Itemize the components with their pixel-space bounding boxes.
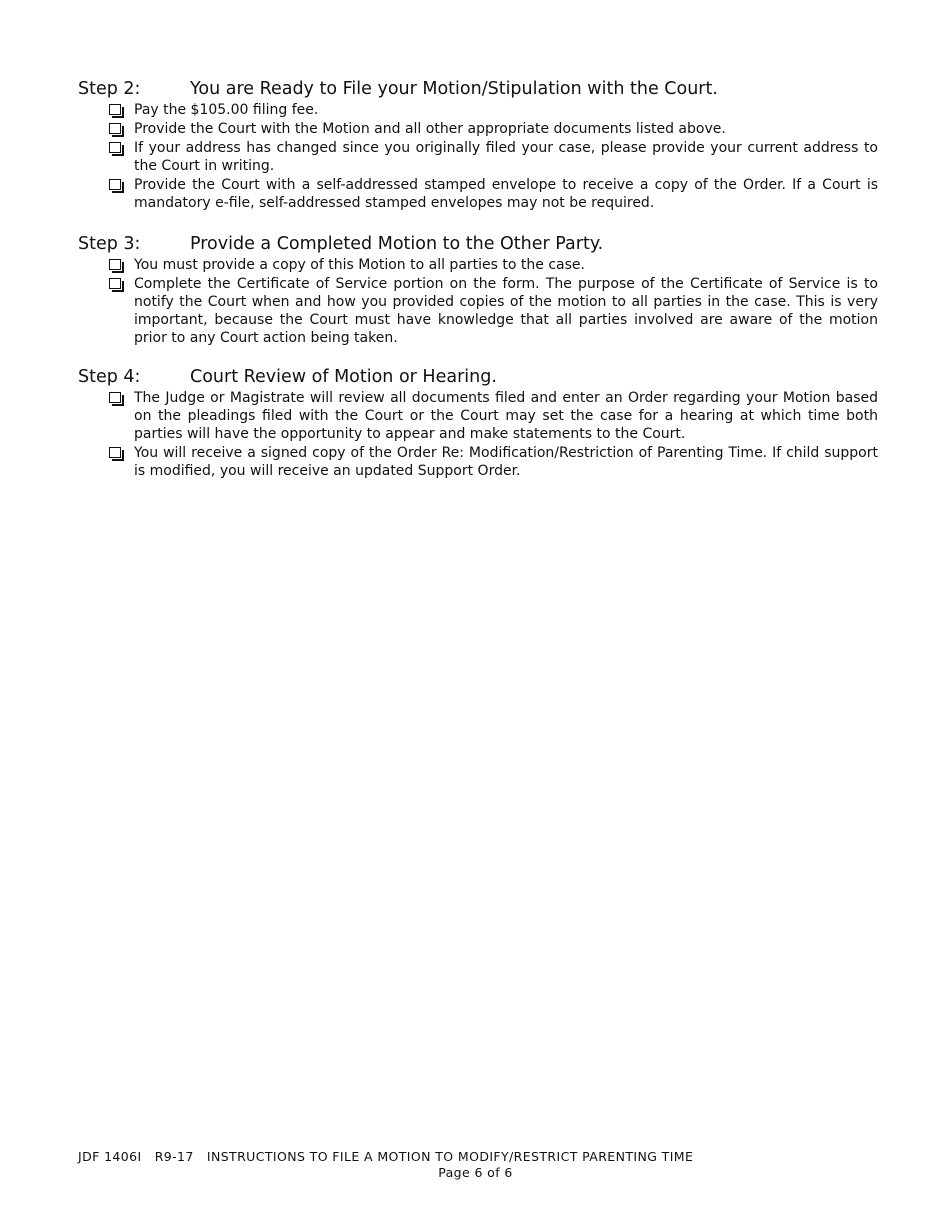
step-heading (78, 78, 878, 100)
checkbox-icon (109, 142, 121, 153)
step-3-section (78, 233, 878, 347)
checkbox-icon (109, 392, 121, 403)
step-2-section (78, 78, 878, 212)
checklist (78, 101, 878, 212)
step-title: Court Review of Motion or Hearing. (190, 367, 497, 387)
item-text: The Judge or Magistrate will review all documents filed and enter an Order regarding your Motion based on the pleadings filed with the Court or the Court may set the case for a hearing at which time both parties will have the opportunity to appear and make statements to the Court. (134, 390, 878, 442)
step-heading (78, 366, 878, 388)
step-heading (78, 233, 878, 255)
item-text: Provide the Court with the Motion and all other appropriate documents listed above. (134, 121, 726, 137)
checklist-item (78, 275, 878, 347)
step-label: Step 4: (78, 367, 141, 387)
checklist-item (78, 444, 878, 480)
checklist (78, 389, 878, 480)
checklist-item (78, 139, 878, 175)
item-text: You will receive a signed copy of the Order Re: Modification/Restriction of Parenting Time. If child support is modified, you will receive an updated Support Order. (134, 445, 878, 479)
checklist-item (78, 256, 878, 274)
page-number: Page 6 of 6 (438, 1165, 513, 1180)
item-text: Provide the Court with a self-addressed stamped envelope to receive a copy of the Order. If a Court is mandatory e-file, self-addressed stamped envelopes may not be required. (134, 177, 878, 211)
step-title: You are Ready to File your Motion/Stipulation with the Court. (190, 79, 718, 99)
checkbox-icon (109, 123, 121, 134)
checkbox-icon (109, 259, 121, 270)
step-label: Step 2: (78, 79, 141, 99)
item-text: Complete the Certificate of Service portion on the form. The purpose of the Certificate of Service is to notify the Court when and how you provided copies of the motion to all parties in the case. This is very important, because the Court must have knowledge that all parties involved are aware of the motion prior to any Court action being taken. (134, 276, 878, 346)
step-label: Step 3: (78, 234, 141, 254)
item-text: You must provide a copy of this Motion to all parties to the case. (134, 257, 585, 273)
step-title: Provide a Completed Motion to the Other Party. (190, 234, 604, 254)
checkbox-icon (109, 447, 121, 458)
checklist-item (78, 101, 878, 119)
item-text: If your address has changed since you originally filed your case, please provide your current address to the Court in writing. (134, 140, 878, 174)
checklist-item (78, 120, 878, 138)
item-text: Pay the $105.00 filing fee. (134, 102, 319, 118)
form-identifier: JDF 1406I R9-17 INSTRUCTIONS TO FILE A MOTION TO MODIFY/RESTRICT PARENTING TIME (78, 1149, 694, 1164)
page-footer (78, 1149, 873, 1181)
checkbox-icon (109, 278, 121, 289)
checklist (78, 256, 878, 347)
checklist-item (78, 176, 878, 212)
step-4-section (78, 366, 878, 480)
checkbox-icon (109, 179, 121, 190)
checkbox-icon (109, 104, 121, 115)
checklist-item (78, 389, 878, 443)
